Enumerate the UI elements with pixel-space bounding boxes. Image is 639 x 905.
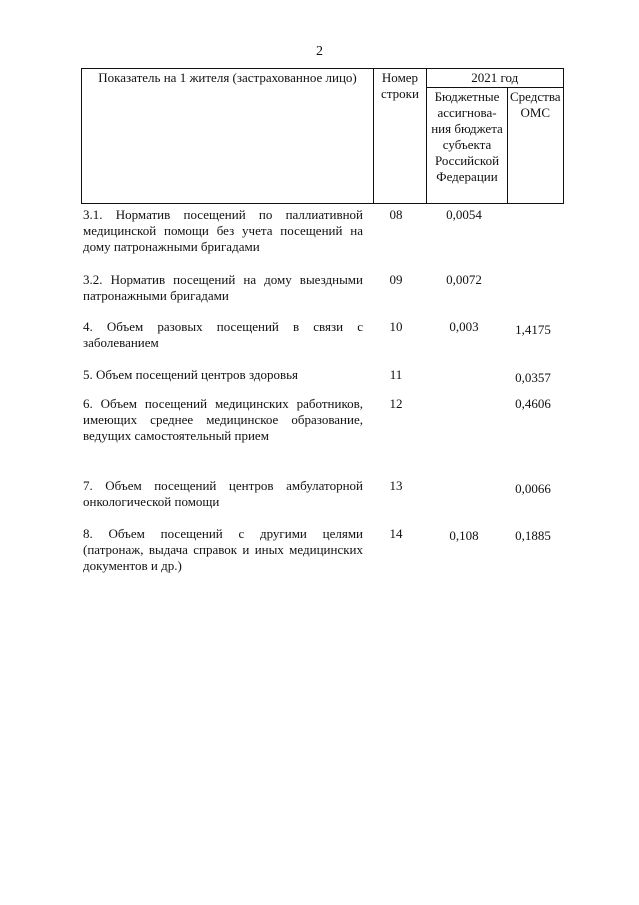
row-indicator: 5. Объем посещений центров здоровья (83, 367, 299, 382)
row-budget-value: 0,0054 (446, 207, 482, 222)
header-indicator: Показатель на 1 жителя (застрахованное лицо) (82, 69, 374, 204)
row-indicator: 8. Объем посещений с другими целями (патронаж, выдача справок и иных медицинских документов и др.) (83, 526, 363, 573)
row-budget-value: 0,108 (449, 528, 479, 543)
row-oms-value: 1,4175 (515, 322, 551, 337)
header-oms: Средства ОМС (508, 88, 564, 204)
header-year: 2021 год (427, 69, 564, 88)
row-number: 12 (389, 396, 403, 411)
row-oms-value: 0,1885 (515, 528, 551, 543)
row-oms-value: 0,0066 (515, 481, 551, 496)
row-indicator: 7. Объем посещений центров амбулаторной онкологической помощи (83, 478, 363, 509)
row-indicator: 4. Объем разовых посещений в связи с заболеванием (83, 319, 363, 350)
row-number: 08 (389, 207, 403, 222)
row-budget-value: 0,0072 (446, 272, 482, 287)
row-indicator: 6. Объем посещений медицинских работников, имеющих среднее медицинское образование, ведущих самостоятельный прием (83, 396, 363, 443)
row-oms-value: 0,4606 (515, 396, 551, 411)
row-indicator: 3.2. Норматив посещений на дому выездными патронажными бригадами (83, 272, 363, 303)
header-row-number: Номер строки (374, 69, 427, 204)
row-oms-value: 0,0357 (515, 370, 551, 385)
page-number: 2 (316, 44, 323, 59)
row-indicator: 3.1. Норматив посещений по паллиативной медицинской помощи без учета посещений на дому патронажными бригадами (83, 207, 363, 254)
row-number: 09 (389, 272, 403, 287)
row-number: 10 (389, 319, 403, 334)
row-number: 11 (389, 367, 403, 382)
row-number: 14 (389, 526, 403, 541)
row-number: 13 (389, 478, 403, 493)
row-budget-value: 0,003 (449, 319, 479, 334)
header-budget: Бюджетные ассигнова-ния бюджета субъекта Российской Федерации (427, 88, 508, 204)
